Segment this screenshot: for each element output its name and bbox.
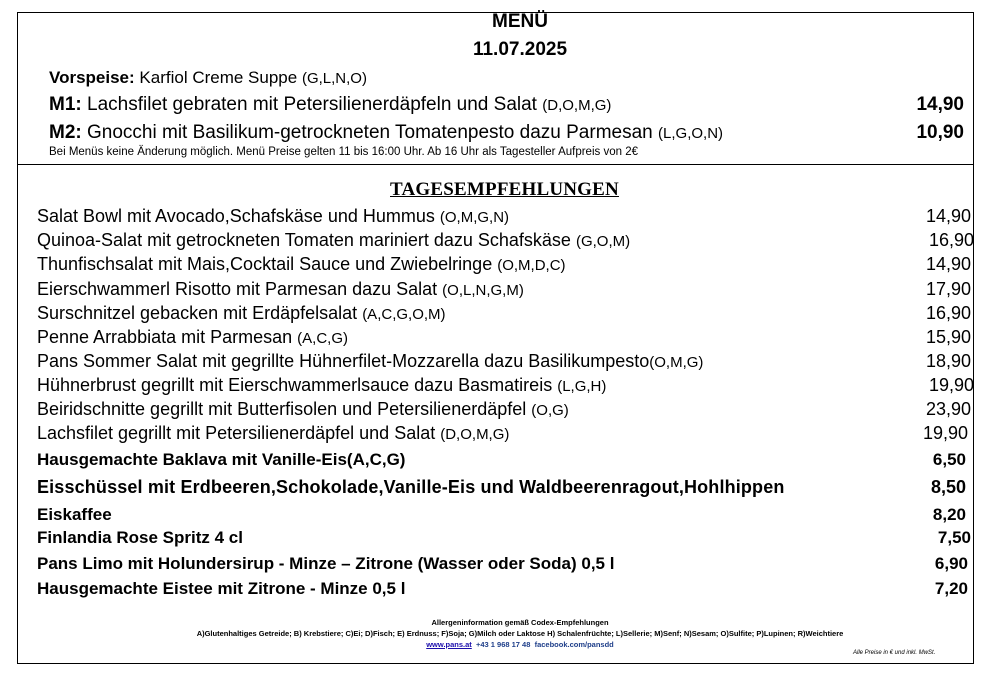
item-text: Pans Sommer Salat mit gegrillte Hühnerfilet-Mozzarella dazu Basilikumpesto [37, 351, 650, 371]
item-price: 18,90 [925, 351, 971, 371]
item-allergens: (O,M,G) [649, 354, 704, 371]
list-item [37, 554, 614, 574]
item-price: 6,90 [934, 554, 968, 573]
list-item [37, 423, 509, 444]
item-price: 23,90 [925, 399, 971, 419]
list-item [37, 230, 630, 251]
section-title: TAGESEMPFEHLUNGEN [390, 179, 619, 200]
item-text: Hausgemachte Baklava mit Vanille-Eis [37, 450, 347, 469]
item-text: Hühnerbrust gegrillt mit Eierschwammerlsauce dazu Basmatireis [37, 375, 553, 395]
list-item [37, 351, 703, 372]
facebook-link[interactable]: facebook.com/pansdd [534, 640, 614, 649]
item-allergens: (A,C,G) [297, 330, 348, 347]
item-price: 16,90 [925, 303, 971, 323]
list-item [37, 579, 405, 599]
menu-price: 10,90 [916, 122, 964, 143]
section-divider [17, 164, 974, 165]
item-allergens: (O,M,D,C) [497, 257, 566, 274]
menu-date: 11.07.2025 [472, 39, 568, 60]
item-price: 14,90 [925, 254, 971, 274]
item-price: 19,90 [922, 423, 968, 443]
menu-m1 [49, 94, 611, 116]
allergen-heading: Allergeninformation gemäß Codex-Empfehlungen [431, 618, 609, 627]
website-link[interactable]: www.pans.at [426, 640, 472, 649]
item-text: Pans Limo mit Holundersirup - Minze – Zitrone (Wasser oder Soda) 0,5 l [37, 554, 615, 573]
item-text: Hausgemachte Eistee mit Zitrone - Minze 0,5 l [37, 579, 406, 598]
item-text: Surschnitzel gebacken mit Erdäpfelsalat [37, 303, 358, 323]
item-price: 7,50 [937, 528, 971, 547]
list-item [37, 450, 405, 470]
tax-note: Alle Preise in € und inkl. MwSt. [853, 650, 936, 656]
vorspeise-label: Vorspeise: [49, 68, 135, 87]
item-text: Thunfischsalat mit Mais,Cocktail Sauce und Zwiebelringe [37, 254, 493, 274]
list-item [37, 399, 569, 420]
item-price: 15,90 [925, 327, 971, 347]
menu-price: 14,90 [916, 94, 964, 115]
item-price: 8,50 [930, 477, 966, 497]
item-price: 14,90 [925, 206, 971, 226]
vorspeise-text: Karfiol Creme Suppe [139, 68, 298, 87]
item-allergens: (D,O,M,G) [440, 426, 510, 443]
menu-label: M1: [49, 94, 82, 115]
item-allergens: (A,C,G) [346, 450, 406, 469]
item-allergens: (L,G,H) [557, 378, 607, 395]
vorspeise-allergens: (G,L,N,O) [301, 70, 367, 87]
item-text: Finlandia Rose Spritz 4 cl [37, 528, 243, 547]
list-item [37, 279, 524, 300]
item-text: Eierschwammerl Risotto mit Parmesan dazu Salat [37, 279, 438, 299]
menu-allergens: (L,G,O,N) [658, 125, 724, 142]
item-price: 16,90 [928, 230, 974, 250]
item-price: 17,90 [925, 279, 971, 299]
item-text: Eiskaffee [37, 505, 112, 524]
list-item [37, 206, 509, 227]
item-price: 19,90 [928, 375, 974, 395]
item-text: Penne Arrabbiata mit Parmesan [37, 327, 293, 347]
list-item [37, 303, 446, 324]
item-allergens: (A,C,G,O,M) [362, 306, 446, 323]
item-text: Quinoa-Salat mit getrockneten Tomaten mariniert dazu Schafskäse [37, 230, 571, 250]
item-allergens: (G,O,M) [575, 233, 631, 250]
menu-allergens: (D,O,M,G) [542, 97, 612, 114]
menu-text: Gnocchi mit Basilikum-getrockneten Tomatenpesto dazu Parmesan [87, 122, 653, 143]
item-price: 8,20 [932, 505, 966, 524]
allergen-list: A)Glutenhaltiges Getreide; B) Krebstiere; C)Ei; D)Fisch; E) Erdnuss; F)Soja; G)Milch oder Laktose H) Schalenfrüchte; L)Sellerie; M)Senf; N)Sesam; O)Sulfite; P)Lupinen; R)Weichtiere [196, 629, 844, 638]
list-item [37, 375, 606, 396]
list-item [37, 327, 348, 348]
menu-title: MENÜ [492, 11, 548, 32]
contact-line [0, 640, 992, 649]
item-price: 7,20 [934, 579, 968, 598]
item-price: 6,50 [932, 450, 966, 469]
item-text: Lachsfilet gegrillt mit Petersilienerdäpfel und Salat [37, 423, 436, 443]
item-text: Eisschüssel mit Erdbeeren,Schokolade,Vanille-Eis und Waldbeerenragout,Hohlhippen [37, 477, 785, 497]
item-allergens: (O,L,N,G,M) [442, 282, 524, 299]
item-text: Beiridschnitte gegrillt mit Butterfisolen und Petersilienerdäpfel [37, 399, 527, 419]
list-item [37, 254, 566, 275]
item-text: Salat Bowl mit Avocado,Schafskäse und Hummus [37, 206, 435, 226]
vorspeise-line [49, 68, 367, 88]
list-item [37, 505, 112, 525]
menu-m2 [49, 122, 723, 144]
list-item [37, 528, 243, 548]
item-allergens: (O,M,G,N) [439, 209, 510, 226]
menu-label: M2: [49, 122, 82, 143]
item-allergens: (O,G) [531, 402, 569, 419]
menu-text: Lachsfilet gebraten mit Petersilienerdäpfeln und Salat [87, 94, 537, 115]
menu-note: Bei Menüs keine Änderung möglich. Menü Preise gelten 11 bis 16:00 Uhr. Ab 16 Uhr als Tagesteller Aufpreis von 2€ [49, 146, 638, 158]
list-item [37, 477, 785, 498]
phone-number: +43 1 968 17 48 [475, 640, 531, 649]
